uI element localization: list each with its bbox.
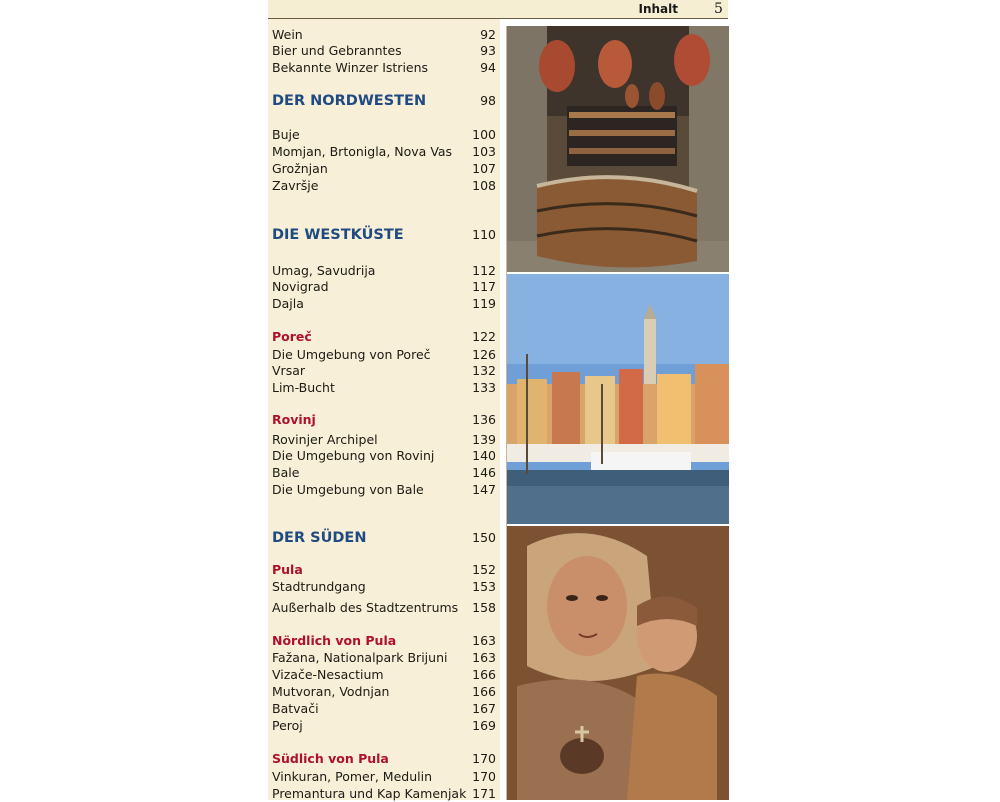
toc-title: Rovinjer Archipel bbox=[272, 432, 378, 447]
toc-title: DER NORDWESTEN bbox=[272, 93, 427, 109]
toc-entry bbox=[272, 447, 496, 464]
photo-wine-bar bbox=[507, 26, 729, 272]
toc-page-number: 146 bbox=[472, 465, 496, 480]
toc-section bbox=[272, 411, 496, 428]
toc-entry bbox=[272, 42, 496, 59]
toc-entry bbox=[272, 785, 496, 802]
toc-entry bbox=[272, 295, 496, 312]
photo-rovinj-harbour bbox=[507, 274, 729, 524]
toc-entry bbox=[272, 262, 496, 279]
toc-title: Südlich von Pula bbox=[272, 751, 389, 766]
toc-title: Außerhalb des Stadtzentrums bbox=[272, 600, 459, 615]
toc-page-number: 167 bbox=[472, 701, 496, 716]
toc-chapter bbox=[272, 91, 496, 111]
toc-entry bbox=[272, 278, 496, 295]
toc-page-number: 132 bbox=[472, 363, 496, 378]
toc-title: Mutvoran, Vodnjan bbox=[272, 684, 390, 699]
toc-title: Novigrad bbox=[272, 279, 329, 294]
book-page bbox=[268, 0, 728, 800]
toc-entry bbox=[272, 160, 496, 177]
toc-page-number: 92 bbox=[480, 27, 496, 42]
toc-page-number: 140 bbox=[472, 448, 496, 463]
toc-title: Završje bbox=[272, 178, 319, 193]
toc-entry bbox=[272, 666, 496, 683]
toc-title: Umag, Savudrija bbox=[272, 263, 376, 278]
toc-entry bbox=[272, 379, 496, 396]
toc-title: Bekannte Winzer Istriens bbox=[272, 60, 429, 75]
toc-title: Vinkuran, Pomer, Medulin bbox=[272, 769, 433, 784]
toc-chapter bbox=[272, 225, 496, 245]
toc-page-number: 170 bbox=[472, 751, 496, 766]
toc-section bbox=[272, 632, 496, 649]
toc-title: Vizače-Nesactium bbox=[272, 667, 384, 682]
photo-column bbox=[506, 26, 729, 800]
toc-page-number: 163 bbox=[472, 650, 496, 665]
toc-page-number: 93 bbox=[480, 43, 496, 58]
toc-title: Bale bbox=[272, 465, 300, 480]
toc-title: Momjan, Brtonigla, Nova Vas bbox=[272, 144, 453, 159]
toc-page-number: 166 bbox=[472, 684, 496, 699]
toc-page-number: 103 bbox=[472, 144, 496, 159]
toc-page-number: 98 bbox=[480, 93, 496, 108]
toc-entry bbox=[272, 126, 496, 143]
toc-page-number: 107 bbox=[472, 161, 496, 176]
toc-page-number: 122 bbox=[472, 329, 496, 344]
toc-entry bbox=[272, 26, 496, 43]
toc-page-number: 136 bbox=[472, 412, 496, 427]
toc-page-number: 117 bbox=[472, 279, 496, 294]
toc-title: Die Umgebung von Bale bbox=[272, 482, 424, 497]
toc-section bbox=[272, 328, 496, 345]
toc-entry bbox=[272, 59, 496, 76]
toc-page-number: 170 bbox=[472, 769, 496, 784]
toc-page-number: 108 bbox=[472, 178, 496, 193]
toc-title: Lim-Bucht bbox=[272, 380, 335, 395]
toc-entry bbox=[272, 346, 496, 363]
toc-section bbox=[272, 561, 496, 578]
toc-page-number: 100 bbox=[472, 127, 496, 142]
toc-entry bbox=[272, 143, 496, 160]
toc-page-number: 94 bbox=[480, 60, 496, 75]
toc-page-number: 163 bbox=[472, 633, 496, 648]
toc-title: Batvači bbox=[272, 701, 319, 716]
toc-title: Wein bbox=[272, 27, 303, 42]
toc-entry bbox=[272, 768, 496, 785]
toc-section bbox=[272, 750, 496, 767]
toc-page-number: 126 bbox=[472, 347, 496, 362]
toc-page-number: 112 bbox=[472, 263, 496, 278]
toc-page-number: 158 bbox=[472, 600, 496, 615]
toc-entry bbox=[272, 700, 496, 717]
toc-title: Bier und Gebranntes bbox=[272, 43, 402, 58]
toc-page-number: 169 bbox=[472, 718, 496, 733]
toc-title: Vrsar bbox=[272, 363, 306, 378]
toc-title: Grožnjan bbox=[272, 161, 328, 176]
toc-page-number: 133 bbox=[472, 380, 496, 395]
toc-entry bbox=[272, 578, 496, 595]
table-of-contents bbox=[268, 19, 500, 800]
toc-title: DER SÜDEN bbox=[272, 530, 367, 546]
toc-entry bbox=[272, 649, 496, 666]
toc-entry bbox=[272, 177, 496, 194]
toc-entry bbox=[272, 362, 496, 379]
toc-entry bbox=[272, 717, 496, 734]
toc-page-number: 110 bbox=[472, 227, 496, 242]
toc-page-number: 139 bbox=[472, 432, 496, 447]
page-number: 5 bbox=[714, 1, 723, 17]
toc-entry bbox=[272, 599, 496, 616]
toc-title: DIE WESTKÜSTE bbox=[272, 227, 404, 243]
toc-chapter bbox=[272, 528, 496, 548]
toc-page-number: 152 bbox=[472, 562, 496, 577]
toc-title: Rovinj bbox=[272, 412, 316, 427]
toc-title: Stadtrundgang bbox=[272, 579, 366, 594]
toc-title: Nördlich von Pula bbox=[272, 633, 397, 648]
toc-page-number: 171 bbox=[472, 786, 496, 801]
photo-madonna-statue bbox=[507, 526, 729, 800]
toc-entry bbox=[272, 431, 496, 448]
running-head: Inhalt bbox=[638, 2, 678, 16]
toc-title: Pula bbox=[272, 562, 303, 577]
page-header bbox=[268, 0, 728, 19]
toc-page-number: 150 bbox=[472, 530, 496, 545]
toc-title: Poreč bbox=[272, 329, 312, 344]
toc-page-number: 147 bbox=[472, 482, 496, 497]
toc-entry bbox=[272, 683, 496, 700]
toc-title: Fažana, Nationalpark Brijuni bbox=[272, 650, 448, 665]
toc-title: Dajla bbox=[272, 296, 304, 311]
toc-page-number: 119 bbox=[472, 296, 496, 311]
toc-title: Premantura und Kap Kamenjak bbox=[272, 786, 467, 801]
toc-entry bbox=[272, 464, 496, 481]
toc-title: Die Umgebung von Rovinj bbox=[272, 448, 435, 463]
toc-title: Die Umgebung von Poreč bbox=[272, 347, 431, 362]
toc-page-number: 153 bbox=[472, 579, 496, 594]
toc-entry bbox=[272, 481, 496, 498]
toc-page-number: 166 bbox=[472, 667, 496, 682]
toc-title: Peroj bbox=[272, 718, 303, 733]
toc-title: Buje bbox=[272, 127, 300, 142]
